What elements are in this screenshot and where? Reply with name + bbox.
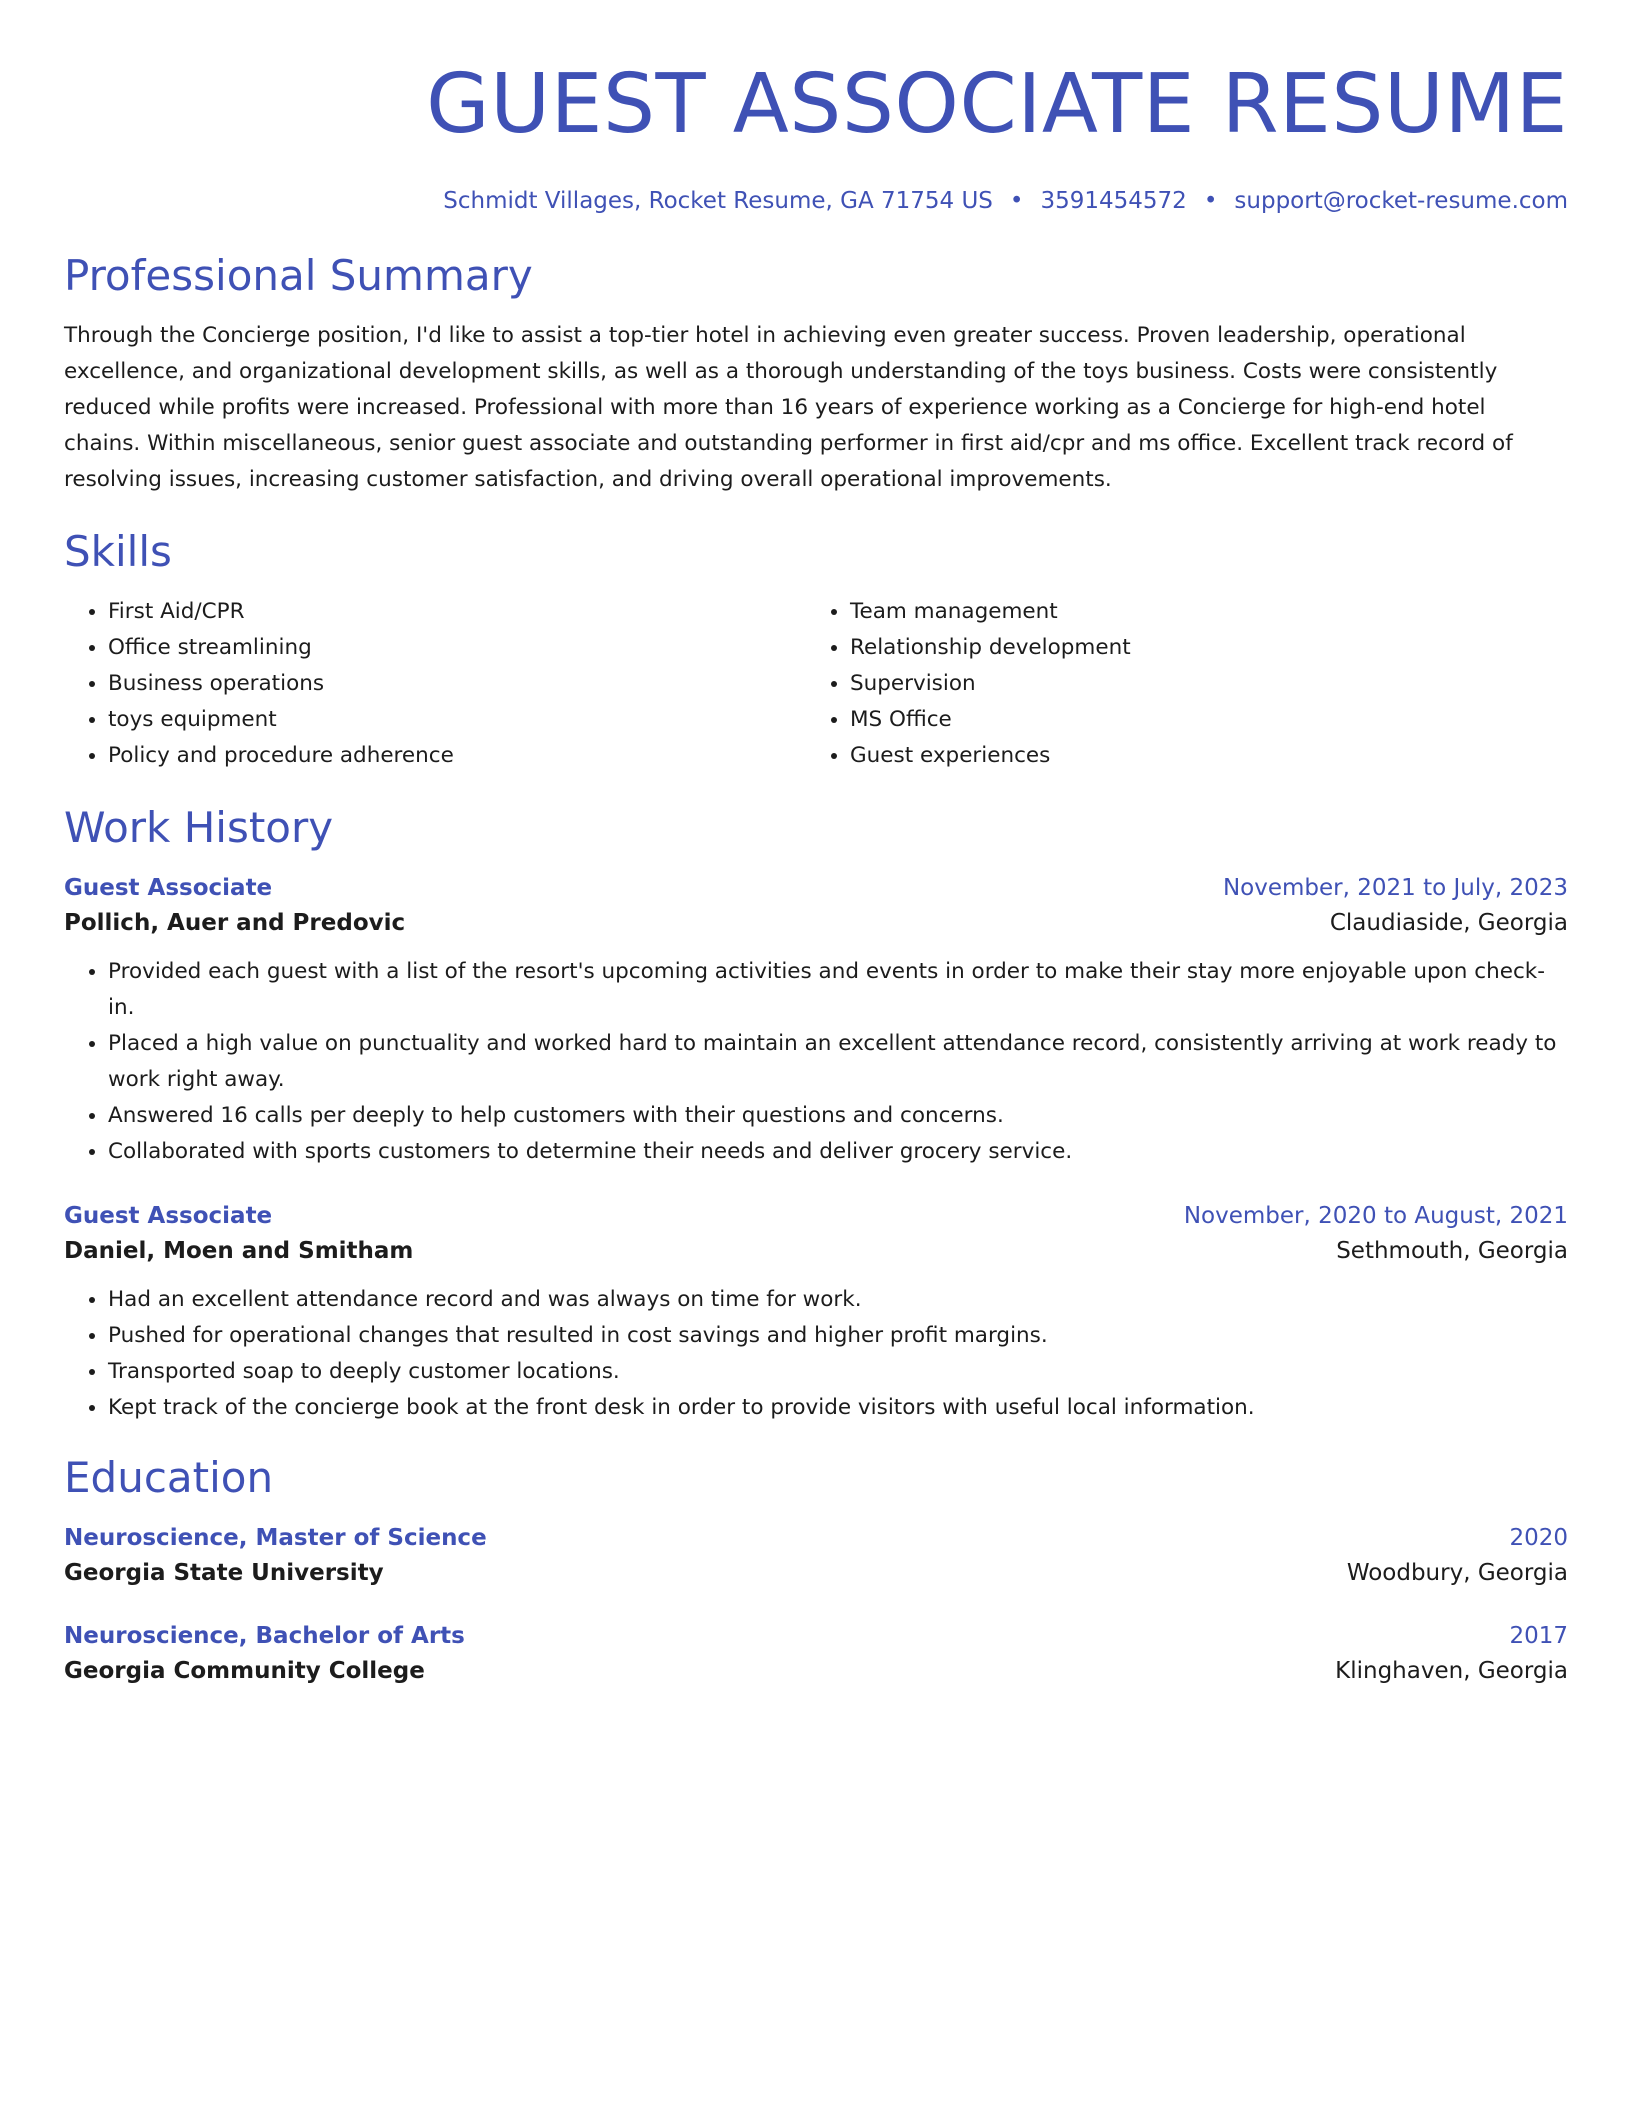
job-duties xyxy=(64,954,1568,1170)
job-duties xyxy=(64,1282,1568,1426)
contact-separator: • xyxy=(1009,188,1024,214)
job-company: Daniel, Moen and Smitham xyxy=(64,1238,414,1264)
work-history-heading: Work History xyxy=(64,803,334,852)
education-entry-subheader xyxy=(64,1554,1568,1592)
education-entry xyxy=(64,1522,1568,1592)
work-entry-header xyxy=(64,1200,1568,1232)
job-role: Guest Associate xyxy=(64,875,273,901)
summary-heading: Professional Summary xyxy=(64,251,533,300)
skill-item: • toys equipment xyxy=(108,702,806,738)
job-role: Guest Associate xyxy=(64,1203,273,1229)
job-dates: November, 2020 to August, 2021 xyxy=(1183,1203,1568,1229)
skills-heading: Skills xyxy=(64,527,172,576)
job-company: Pollich, Auer and Predovic xyxy=(64,910,406,936)
work-entry xyxy=(64,872,1568,1170)
job-duty-item: • Collaborated with sports customers to determine their needs and deliver grocery service. xyxy=(108,1134,1568,1170)
education-location: Woodbury, Georgia xyxy=(1346,1560,1568,1586)
education-school: Georgia Community College xyxy=(64,1658,425,1684)
education-heading: Education xyxy=(64,1453,274,1502)
skill-item: • Office streamlining xyxy=(108,630,806,666)
skills-column-left xyxy=(64,594,806,774)
resume-title: GUEST ASSOCIATE RESUME xyxy=(426,57,1568,152)
education-entry-subheader xyxy=(64,1652,1568,1690)
skill-item: • Business operations xyxy=(108,666,806,702)
job-dates: November, 2021 to July, 2023 xyxy=(1222,875,1568,901)
skills-column-right xyxy=(806,594,1548,774)
contact-line xyxy=(64,186,1568,216)
education-year: 2020 xyxy=(1509,1525,1568,1551)
contact-address: Schmidt Villages, Rocket Resume, GA 71754 US xyxy=(443,188,993,214)
education-location: Klinghaven, Georgia xyxy=(1335,1658,1568,1684)
education-entry-header xyxy=(64,1620,1568,1652)
job-duty-item: • Transported soap to deeply customer locations. xyxy=(108,1354,1568,1390)
work-entry-header xyxy=(64,872,1568,904)
job-duty-item: • Provided each guest with a list of the resort's upcoming activities and events in order to make their stay more enjoyable upon check-in. xyxy=(108,954,1568,1026)
education-school: Georgia State University xyxy=(64,1560,384,1586)
job-duty-item: • Had an excellent attendance record and was always on time for work. xyxy=(108,1282,1568,1318)
job-duty-item: • Answered 16 calls per deeply to help customers with their questions and concerns. xyxy=(108,1098,1568,1134)
skill-item: • Guest experiences xyxy=(850,738,1548,774)
work-entry-subheader xyxy=(64,904,1568,942)
job-duty-item: • Pushed for operational changes that resulted in cost savings and higher profit margins. xyxy=(108,1318,1568,1354)
skill-item: • Supervision xyxy=(850,666,1548,702)
skill-item: • First Aid/CPR xyxy=(108,594,806,630)
skills-list xyxy=(64,594,1568,774)
education-entry-header xyxy=(64,1522,1568,1554)
job-location: Claudiaside, Georgia xyxy=(1329,910,1568,936)
contact-separator: • xyxy=(1203,188,1218,214)
skill-item: • Relationship development xyxy=(850,630,1548,666)
contact-phone: 3591454572 xyxy=(1040,188,1187,214)
summary-text: Through the Concierge position, I'd like to assist a top-tier hotel in achieving even greater success. Proven leadership, operational excellence, and organizational development skills, as well as a thorough understanding of the toys business. Costs were consistently reduced while profits were increased. Professional with more than 16 years of experience working as a Concierge for high-end hotel chains. Within miscellaneous, senior guest associate and outstanding performer in first aid/cpr and ms office. Excellent track record of resolving issues, increasing customer satisfaction, and driving overall operational improvements. xyxy=(64,323,1513,492)
job-duty-item: • Placed a high value on punctuality and worked hard to maintain an excellent attendance record, consistently arriving at work ready to work right away. xyxy=(108,1026,1568,1098)
skill-item: • Policy and procedure adherence xyxy=(108,738,806,774)
job-duty-item: • Kept track of the concierge book at the front desk in order to provide visitors with useful local information. xyxy=(108,1390,1568,1426)
education-degree: Neuroscience, Master of Science xyxy=(64,1525,487,1551)
work-entry-subheader xyxy=(64,1232,1568,1270)
resume-page xyxy=(64,0,1568,1690)
skill-item: • Team management xyxy=(850,594,1548,630)
education-year: 2017 xyxy=(1509,1623,1568,1649)
education-degree: Neuroscience, Bachelor of Arts xyxy=(64,1623,465,1649)
job-location: Sethmouth, Georgia xyxy=(1336,1238,1568,1264)
contact-email: support@rocket-resume.com xyxy=(1234,188,1568,214)
work-entry xyxy=(64,1200,1568,1426)
skill-item: • MS Office xyxy=(850,702,1548,738)
education-entry xyxy=(64,1620,1568,1690)
